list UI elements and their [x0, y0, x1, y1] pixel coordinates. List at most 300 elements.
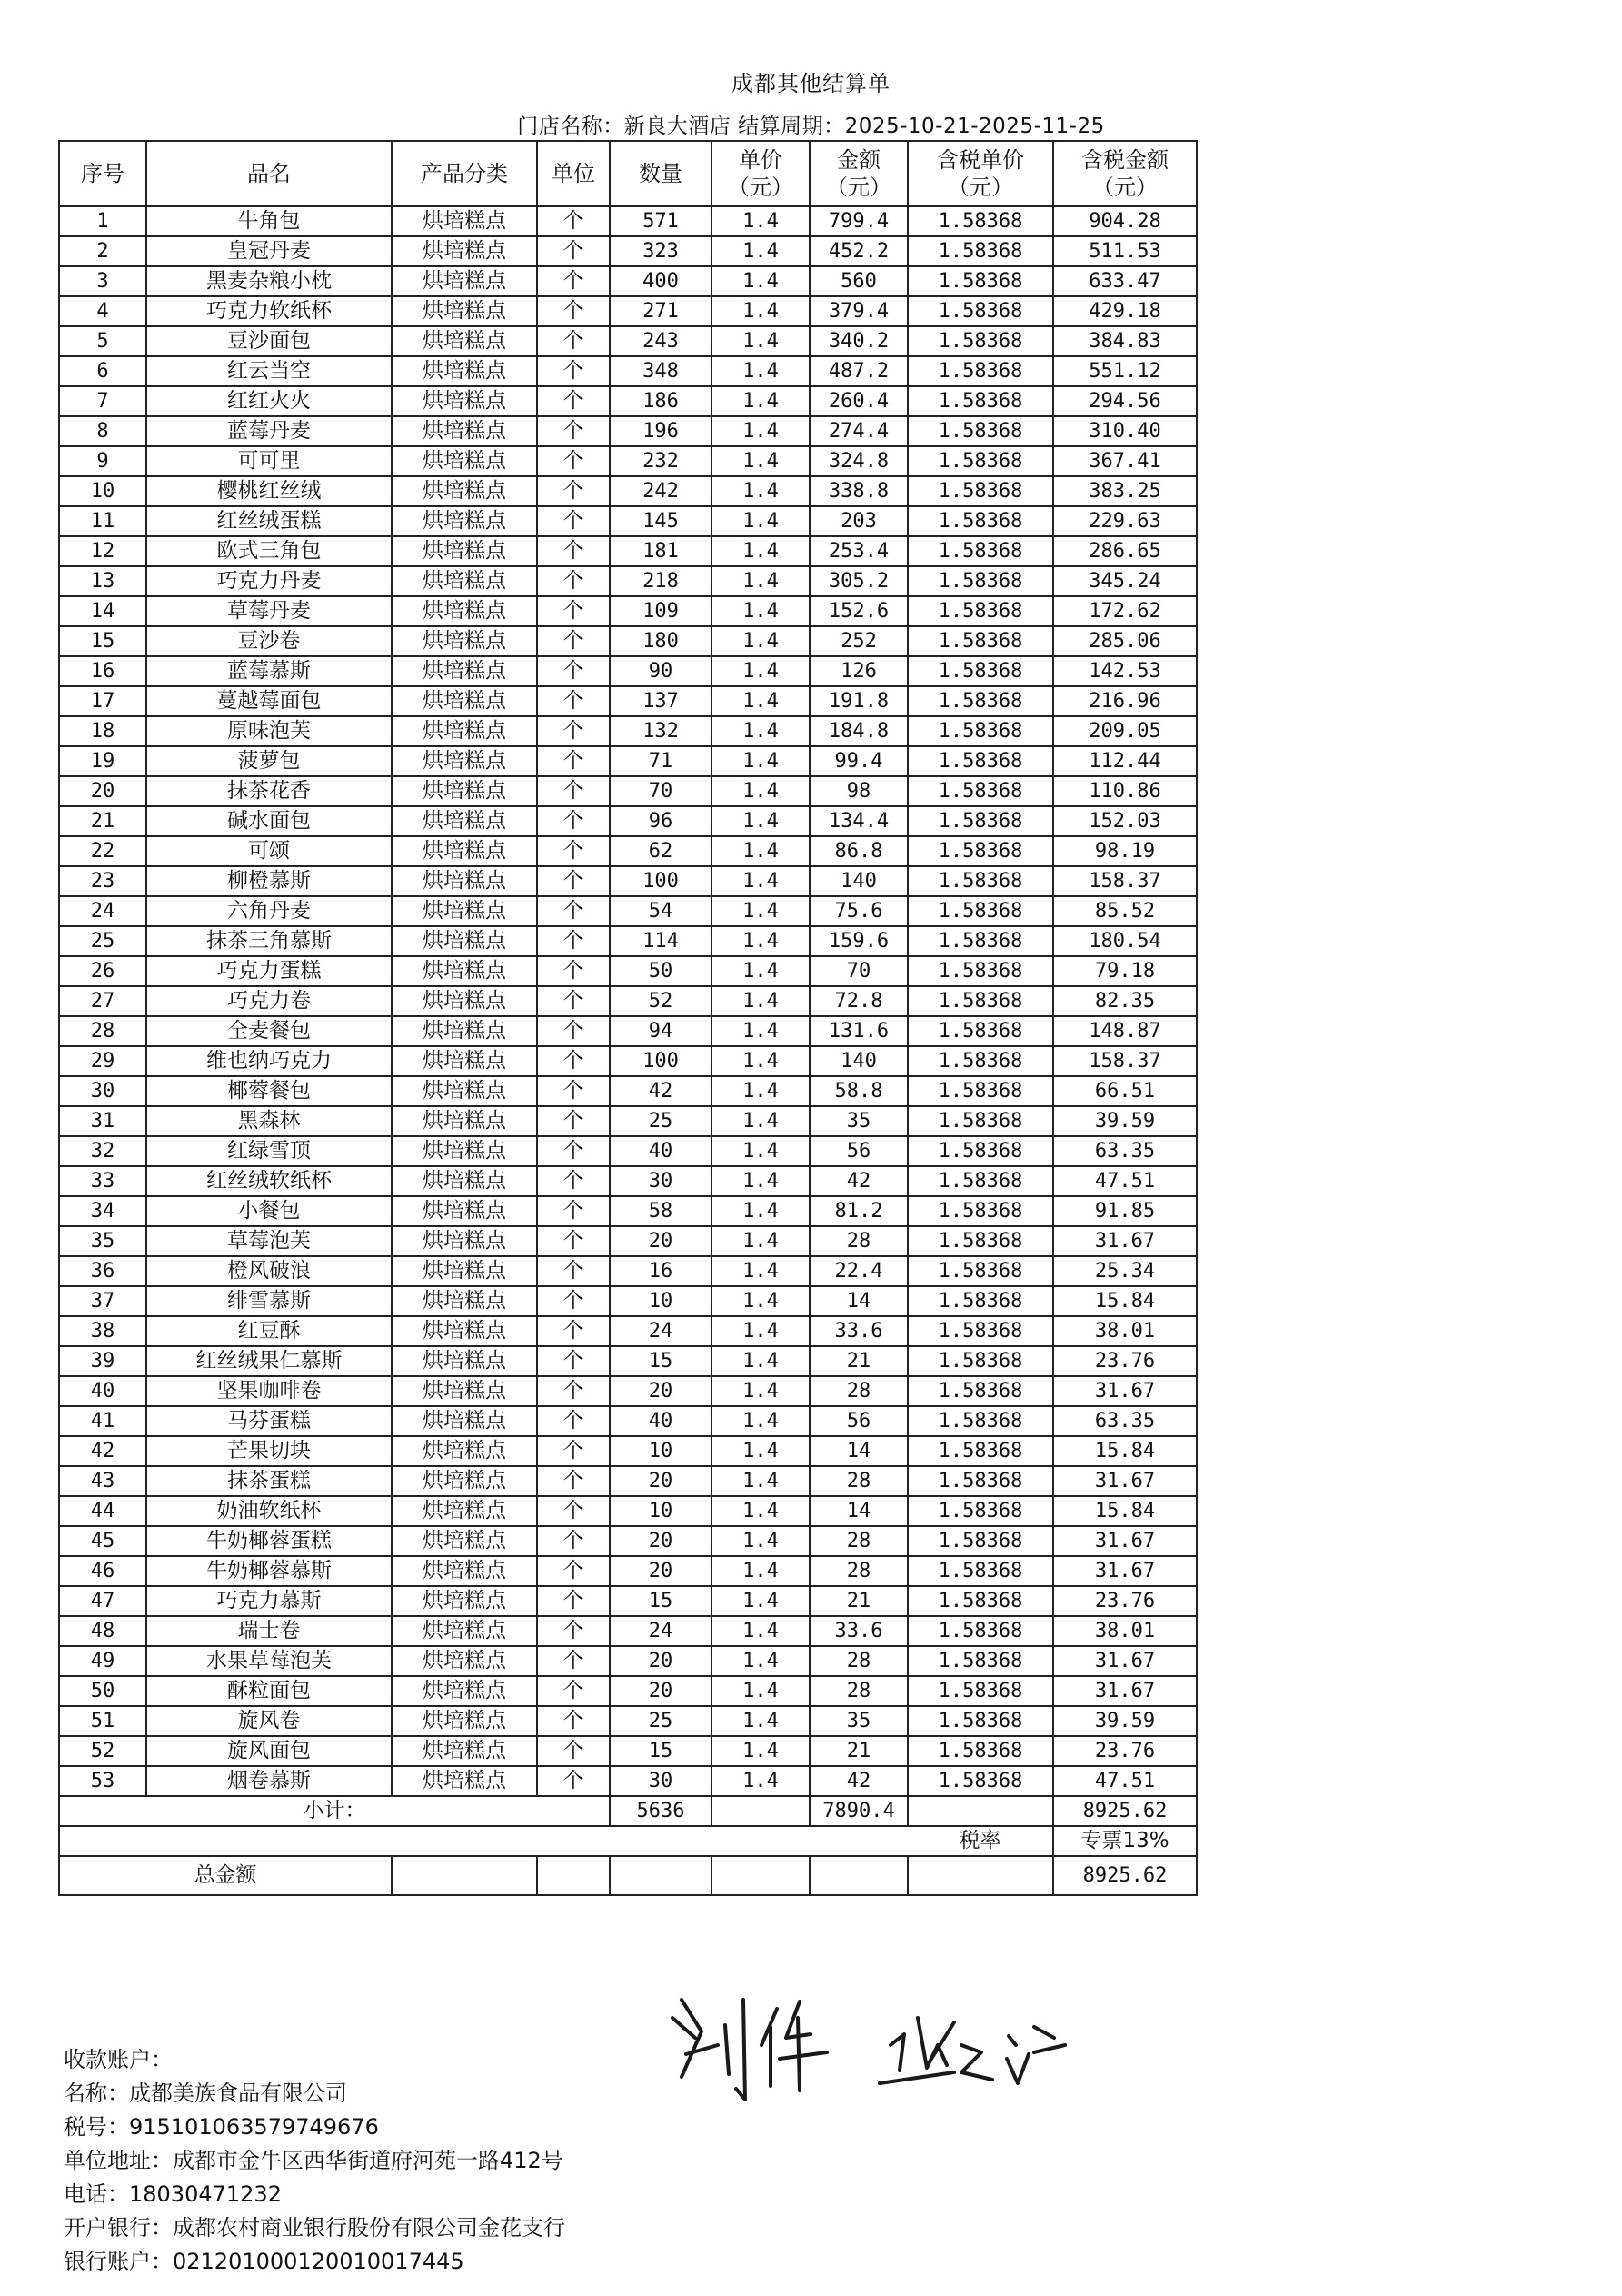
cell-qty: 20 [610, 1376, 711, 1406]
cell-tax-amount: 47.51 [1053, 1766, 1197, 1796]
table-row [59, 326, 1197, 356]
cell-qty: 242 [610, 476, 711, 506]
cell-name: 全麦餐包 [146, 1016, 392, 1046]
cell-amount: 274.4 [810, 416, 908, 446]
cell-tax-price: 1.58368 [908, 1496, 1053, 1526]
cell-tax-price: 1.58368 [908, 1286, 1053, 1316]
table-row [59, 476, 1197, 506]
cell-tax-amount: 158.37 [1053, 866, 1197, 896]
cell-unit: 个 [537, 1226, 610, 1256]
cell-unit: 个 [537, 776, 610, 806]
cell-qty: 132 [610, 716, 711, 746]
cell-seq: 43 [59, 1466, 146, 1496]
cell-tax-price: 1.58368 [908, 1346, 1053, 1376]
cell-qty: 196 [610, 416, 711, 446]
settlement-table [58, 140, 1198, 1896]
cell-name: 抹茶三角慕斯 [146, 926, 392, 956]
cell-seq: 51 [59, 1706, 146, 1736]
total-empty-6 [908, 1856, 1053, 1895]
table-row [59, 866, 1197, 896]
cell-tax-amount: 39.59 [1053, 1106, 1197, 1136]
cell-amount: 28 [810, 1526, 908, 1556]
cell-tax-price: 1.58368 [908, 1646, 1053, 1676]
cell-name: 水果草莓泡芙 [146, 1646, 392, 1676]
cell-tax-price: 1.58368 [908, 1196, 1053, 1226]
cell-name: 红豆酥 [146, 1316, 392, 1346]
cell-category: 烘培糕点 [392, 416, 537, 446]
cell-tax-price: 1.58368 [908, 266, 1053, 296]
table-row [59, 836, 1197, 866]
cell-seq: 2 [59, 236, 146, 266]
cell-tax-price: 1.58368 [908, 806, 1053, 836]
cell-amount: 56 [810, 1406, 908, 1436]
cell-seq: 18 [59, 716, 146, 746]
cell-tax-price: 1.58368 [908, 506, 1053, 536]
cell-price: 1.4 [711, 776, 810, 806]
cell-unit: 个 [537, 1466, 610, 1496]
cell-tax-amount: 209.05 [1053, 716, 1197, 746]
cell-name: 草莓泡芙 [146, 1226, 392, 1256]
cell-qty: 94 [610, 1016, 711, 1046]
cell-price: 1.4 [711, 806, 810, 836]
table-row [59, 626, 1197, 656]
cell-category: 烘培糕点 [392, 296, 537, 326]
total-empty-3 [610, 1856, 711, 1895]
cell-price: 1.4 [711, 1076, 810, 1106]
table-row [59, 1106, 1197, 1136]
cell-amount: 14 [810, 1496, 908, 1526]
cell-qty: 186 [610, 386, 711, 416]
subtotal-amount: 7890.4 [810, 1796, 908, 1826]
table-row [59, 1466, 1197, 1496]
cell-price: 1.4 [711, 416, 810, 446]
cell-qty: 243 [610, 326, 711, 356]
cell-price: 1.4 [711, 1556, 810, 1586]
cell-tax-amount: 91.85 [1053, 1196, 1197, 1226]
cell-seq: 53 [59, 1766, 146, 1796]
table-row [59, 1496, 1197, 1526]
cell-category: 烘培糕点 [392, 776, 537, 806]
cell-category: 烘培糕点 [392, 1616, 537, 1646]
cell-price: 1.4 [711, 1316, 810, 1346]
cell-seq: 17 [59, 686, 146, 716]
cell-tax-price: 1.58368 [908, 716, 1053, 746]
cell-seq: 6 [59, 356, 146, 386]
cell-category: 烘培糕点 [392, 1286, 537, 1316]
cell-seq: 8 [59, 416, 146, 446]
cell-amount: 131.6 [810, 1016, 908, 1046]
cell-name: 红丝绒果仁慕斯 [146, 1346, 392, 1376]
cell-price: 1.4 [711, 326, 810, 356]
cell-amount: 140 [810, 866, 908, 896]
cell-tax-amount: 367.41 [1053, 446, 1197, 476]
cell-qty: 20 [610, 1526, 711, 1556]
cell-tax-amount: 633.47 [1053, 266, 1197, 296]
cell-tax-amount: 285.06 [1053, 626, 1197, 656]
cell-amount: 184.8 [810, 716, 908, 746]
cell-unit: 个 [537, 236, 610, 266]
cell-tax-price: 1.58368 [908, 1226, 1053, 1256]
table-row [59, 1646, 1197, 1676]
cell-tax-price: 1.58368 [908, 1586, 1053, 1616]
cell-seq: 31 [59, 1106, 146, 1136]
cell-name: 可可里 [146, 446, 392, 476]
cell-unit: 个 [537, 746, 610, 776]
cell-price: 1.4 [711, 1586, 810, 1616]
cell-category: 烘培糕点 [392, 326, 537, 356]
cell-price: 1.4 [711, 206, 810, 236]
cell-qty: 30 [610, 1166, 711, 1196]
table-row [59, 656, 1197, 686]
cell-name: 瑞士卷 [146, 1616, 392, 1646]
cell-category: 烘培糕点 [392, 986, 537, 1016]
cell-name: 烟卷慕斯 [146, 1766, 392, 1796]
cell-amount: 379.4 [810, 296, 908, 326]
cell-name: 巧克力蛋糕 [146, 956, 392, 986]
cell-amount: 70 [810, 956, 908, 986]
cell-price: 1.4 [711, 1676, 810, 1706]
cell-tax-price: 1.58368 [908, 1046, 1053, 1076]
cell-name: 旋风面包 [146, 1736, 392, 1766]
cell-tax-amount: 31.67 [1053, 1646, 1197, 1676]
cell-tax-price: 1.58368 [908, 1106, 1053, 1136]
cell-amount: 21 [810, 1586, 908, 1616]
cell-name: 草莓丹麦 [146, 596, 392, 626]
tax-empty [59, 1826, 908, 1856]
cell-tax-price: 1.58368 [908, 896, 1053, 926]
cell-tax-amount: 15.84 [1053, 1436, 1197, 1466]
table-row [59, 986, 1197, 1016]
cell-tax-amount: 180.54 [1053, 926, 1197, 956]
cell-unit: 个 [537, 1616, 610, 1646]
cell-qty: 24 [610, 1316, 711, 1346]
cell-name: 马芬蛋糕 [146, 1406, 392, 1436]
cell-price: 1.4 [711, 1646, 810, 1676]
cell-unit: 个 [537, 1736, 610, 1766]
cell-price: 1.4 [711, 1436, 810, 1466]
cell-seq: 36 [59, 1256, 146, 1286]
cell-name: 红红火火 [146, 386, 392, 416]
table-row [59, 1136, 1197, 1166]
cell-unit: 个 [537, 1436, 610, 1466]
cell-amount: 86.8 [810, 836, 908, 866]
table-row [59, 1406, 1197, 1436]
cell-tax-price: 1.58368 [908, 1076, 1053, 1106]
cell-tax-amount: 82.35 [1053, 986, 1197, 1016]
account-name: 名称：成都美族食品有限公司 [64, 2081, 347, 2106]
cell-category: 烘培糕点 [392, 1196, 537, 1226]
tax-label: 税率 [908, 1826, 1053, 1856]
cell-tax-amount: 345.24 [1053, 566, 1197, 596]
cell-tax-price: 1.58368 [908, 656, 1053, 686]
cell-price: 1.4 [711, 476, 810, 506]
cell-seq: 42 [59, 1436, 146, 1466]
cell-tax-price: 1.58368 [908, 386, 1053, 416]
cell-tax-amount: 216.96 [1053, 686, 1197, 716]
cell-price: 1.4 [711, 1346, 810, 1376]
cell-qty: 40 [610, 1406, 711, 1436]
table-row [59, 746, 1197, 776]
cell-category: 烘培糕点 [392, 1406, 537, 1436]
cell-tax-amount: 31.67 [1053, 1556, 1197, 1586]
cell-price: 1.4 [711, 1706, 810, 1736]
cell-qty: 10 [610, 1496, 711, 1526]
cell-tax-price: 1.58368 [908, 1436, 1053, 1466]
cell-category: 烘培糕点 [392, 1766, 537, 1796]
cell-unit: 个 [537, 1076, 610, 1106]
cell-amount: 28 [810, 1646, 908, 1676]
cell-unit: 个 [537, 1406, 610, 1436]
cell-seq: 27 [59, 986, 146, 1016]
cell-unit: 个 [537, 1586, 610, 1616]
cell-name: 巧克力卷 [146, 986, 392, 1016]
cell-qty: 145 [610, 506, 711, 536]
cell-amount: 126 [810, 656, 908, 686]
cell-seq: 13 [59, 566, 146, 596]
cell-category: 烘培糕点 [392, 386, 537, 416]
cell-amount: 21 [810, 1736, 908, 1766]
header-tax-price-line2: （元） [948, 175, 1013, 200]
cell-amount: 33.6 [810, 1616, 908, 1646]
cell-qty: 180 [610, 626, 711, 656]
cell-seq: 45 [59, 1526, 146, 1556]
cell-name: 蔓越莓面包 [146, 686, 392, 716]
header-amount-line2: （元） [826, 175, 891, 200]
cell-qty: 58 [610, 1196, 711, 1226]
cell-category: 烘培糕点 [392, 596, 537, 626]
cell-qty: 10 [610, 1286, 711, 1316]
cell-name: 欧式三角包 [146, 536, 392, 566]
cell-tax-price: 1.58368 [908, 1736, 1053, 1766]
cell-unit: 个 [537, 1706, 610, 1736]
cell-tax-price: 1.58368 [908, 236, 1053, 266]
cell-unit: 个 [537, 1136, 610, 1166]
cell-amount: 28 [810, 1556, 908, 1586]
header-tax-amount-line2: （元） [1092, 175, 1158, 200]
table-row [59, 896, 1197, 926]
header-tax-amount [1053, 141, 1197, 206]
cell-price: 1.4 [711, 296, 810, 326]
cell-tax-amount: 384.83 [1053, 326, 1197, 356]
cell-price: 1.4 [711, 1196, 810, 1226]
header-price [711, 141, 810, 206]
cell-qty: 42 [610, 1076, 711, 1106]
cell-category: 烘培糕点 [392, 1646, 537, 1676]
cell-seq: 16 [59, 656, 146, 686]
cell-category: 烘培糕点 [392, 446, 537, 476]
cell-tax-amount: 25.34 [1053, 1256, 1197, 1286]
subtotal-empty-tax-price [908, 1796, 1053, 1826]
cell-tax-amount: 31.67 [1053, 1466, 1197, 1496]
cell-amount: 28 [810, 1676, 908, 1706]
table-row [59, 266, 1197, 296]
cell-seq: 1 [59, 206, 146, 236]
cell-unit: 个 [537, 866, 610, 896]
cell-amount: 324.8 [810, 446, 908, 476]
cell-name: 牛角包 [146, 206, 392, 236]
cell-unit: 个 [537, 956, 610, 986]
cell-tax-price: 1.58368 [908, 626, 1053, 656]
cell-tax-amount: 63.35 [1053, 1136, 1197, 1166]
cell-tax-amount: 23.76 [1053, 1586, 1197, 1616]
cell-qty: 10 [610, 1436, 711, 1466]
cell-tax-price: 1.58368 [908, 1676, 1053, 1706]
cell-qty: 137 [610, 686, 711, 716]
handwritten-signature [654, 1982, 1090, 2127]
cell-seq: 49 [59, 1646, 146, 1676]
cell-unit: 个 [537, 1046, 610, 1076]
cell-price: 1.4 [711, 266, 810, 296]
cell-name: 碱水面包 [146, 806, 392, 836]
cell-amount: 191.8 [810, 686, 908, 716]
cell-price: 1.4 [711, 1466, 810, 1496]
cell-unit: 个 [537, 836, 610, 866]
cell-tax-amount: 31.67 [1053, 1376, 1197, 1406]
cell-unit: 个 [537, 1316, 610, 1346]
cell-amount: 35 [810, 1706, 908, 1736]
cell-qty: 15 [610, 1586, 711, 1616]
cell-category: 烘培糕点 [392, 1166, 537, 1196]
cell-price: 1.4 [711, 1046, 810, 1076]
cell-tax-amount: 23.76 [1053, 1736, 1197, 1766]
cell-name: 牛奶椰蓉慕斯 [146, 1556, 392, 1586]
cell-unit: 个 [537, 266, 610, 296]
cell-amount: 487.2 [810, 356, 908, 386]
cell-tax-amount: 31.67 [1053, 1676, 1197, 1706]
table-row [59, 236, 1197, 266]
cell-category: 烘培糕点 [392, 1736, 537, 1766]
cell-seq: 21 [59, 806, 146, 836]
cell-name: 可颂 [146, 836, 392, 866]
cell-tax-amount: 286.65 [1053, 536, 1197, 566]
cell-category: 烘培糕点 [392, 1316, 537, 1346]
table-row [59, 506, 1197, 536]
cell-seq: 38 [59, 1316, 146, 1346]
cell-category: 烘培糕点 [392, 1256, 537, 1286]
cell-qty: 100 [610, 1046, 711, 1076]
cell-name: 椰蓉餐包 [146, 1076, 392, 1106]
cell-tax-amount: 98.19 [1053, 836, 1197, 866]
cell-amount: 338.8 [810, 476, 908, 506]
cell-tax-amount: 294.56 [1053, 386, 1197, 416]
cell-tax-amount: 39.59 [1053, 1706, 1197, 1736]
table-row [59, 1736, 1197, 1766]
cell-unit: 个 [537, 1166, 610, 1196]
cell-price: 1.4 [711, 656, 810, 686]
cell-seq: 30 [59, 1076, 146, 1106]
cell-unit: 个 [537, 1286, 610, 1316]
cell-seq: 12 [59, 536, 146, 566]
cell-seq: 40 [59, 1376, 146, 1406]
cell-tax-price: 1.58368 [908, 326, 1053, 356]
cell-amount: 28 [810, 1226, 908, 1256]
cell-qty: 181 [610, 536, 711, 566]
cell-price: 1.4 [711, 1286, 810, 1316]
cell-tax-price: 1.58368 [908, 1616, 1053, 1646]
cell-tax-amount: 112.44 [1053, 746, 1197, 776]
cell-name: 奶油软纸杯 [146, 1496, 392, 1526]
subtotal-empty-price [711, 1796, 810, 1826]
cell-amount: 22.4 [810, 1256, 908, 1286]
cell-unit: 个 [537, 1346, 610, 1376]
cell-tax-price: 1.58368 [908, 1136, 1053, 1166]
cell-amount: 14 [810, 1286, 908, 1316]
cell-category: 烘培糕点 [392, 1586, 537, 1616]
cell-name: 酥粒面包 [146, 1676, 392, 1706]
cell-qty: 54 [610, 896, 711, 926]
cell-tax-amount: 47.51 [1053, 1166, 1197, 1196]
cell-amount: 58.8 [810, 1076, 908, 1106]
total-value: 8925.62 [1053, 1856, 1197, 1895]
cell-price: 1.4 [711, 866, 810, 896]
cell-amount: 134.4 [810, 806, 908, 836]
subtotal-row [59, 1796, 1197, 1826]
cell-tax-price: 1.58368 [908, 1316, 1053, 1346]
cell-unit: 个 [537, 536, 610, 566]
table-row [59, 1046, 1197, 1076]
cell-name: 豆沙卷 [146, 626, 392, 656]
cell-amount: 21 [810, 1346, 908, 1376]
cell-name: 菠萝包 [146, 746, 392, 776]
cell-category: 烘培糕点 [392, 206, 537, 236]
header-tax-price-line1: 含税单价 [937, 147, 1024, 173]
cell-unit: 个 [537, 296, 610, 326]
cell-tax-price: 1.58368 [908, 1166, 1053, 1196]
cell-amount: 56 [810, 1136, 908, 1166]
cell-unit: 个 [537, 1106, 610, 1136]
cell-unit: 个 [537, 386, 610, 416]
cell-seq: 19 [59, 746, 146, 776]
table-row [59, 1286, 1197, 1316]
cell-tax-amount: 15.84 [1053, 1286, 1197, 1316]
subtotal-tax-amount: 8925.62 [1053, 1796, 1197, 1826]
cell-amount: 560 [810, 266, 908, 296]
cell-tax-amount: 383.25 [1053, 476, 1197, 506]
cell-category: 烘培糕点 [392, 1106, 537, 1136]
cell-category: 烘培糕点 [392, 896, 537, 926]
account-phone: 电话：18030471232 [64, 2181, 282, 2207]
header-category: 产品分类 [392, 141, 537, 206]
cell-amount: 28 [810, 1466, 908, 1496]
cell-seq: 34 [59, 1196, 146, 1226]
account-heading: 收款账户： [64, 2047, 173, 2072]
cell-name: 樱桃红丝绒 [146, 476, 392, 506]
header-seq: 序号 [59, 141, 146, 206]
cell-seq: 14 [59, 596, 146, 626]
cell-name: 原味泡芙 [146, 716, 392, 746]
table-row [59, 1346, 1197, 1376]
tax-row [59, 1826, 1197, 1856]
cell-qty: 16 [610, 1256, 711, 1286]
cell-amount: 340.2 [810, 326, 908, 356]
cell-name: 红丝绒蛋糕 [146, 506, 392, 536]
cell-tax-amount: 66.51 [1053, 1076, 1197, 1106]
cell-unit: 个 [537, 1376, 610, 1406]
cell-category: 烘培糕点 [392, 956, 537, 986]
cell-category: 烘培糕点 [392, 866, 537, 896]
table-row [59, 596, 1197, 626]
cell-unit: 个 [537, 1766, 610, 1796]
cell-category: 烘培糕点 [392, 1676, 537, 1706]
cell-price: 1.4 [711, 1496, 810, 1526]
cell-tax-price: 1.58368 [908, 566, 1053, 596]
cell-price: 1.4 [711, 506, 810, 536]
cell-unit: 个 [537, 566, 610, 596]
account-tax-id: 税号：915101063579749676 [64, 2114, 379, 2140]
cell-qty: 400 [610, 266, 711, 296]
cell-category: 烘培糕点 [392, 806, 537, 836]
table-row [59, 536, 1197, 566]
